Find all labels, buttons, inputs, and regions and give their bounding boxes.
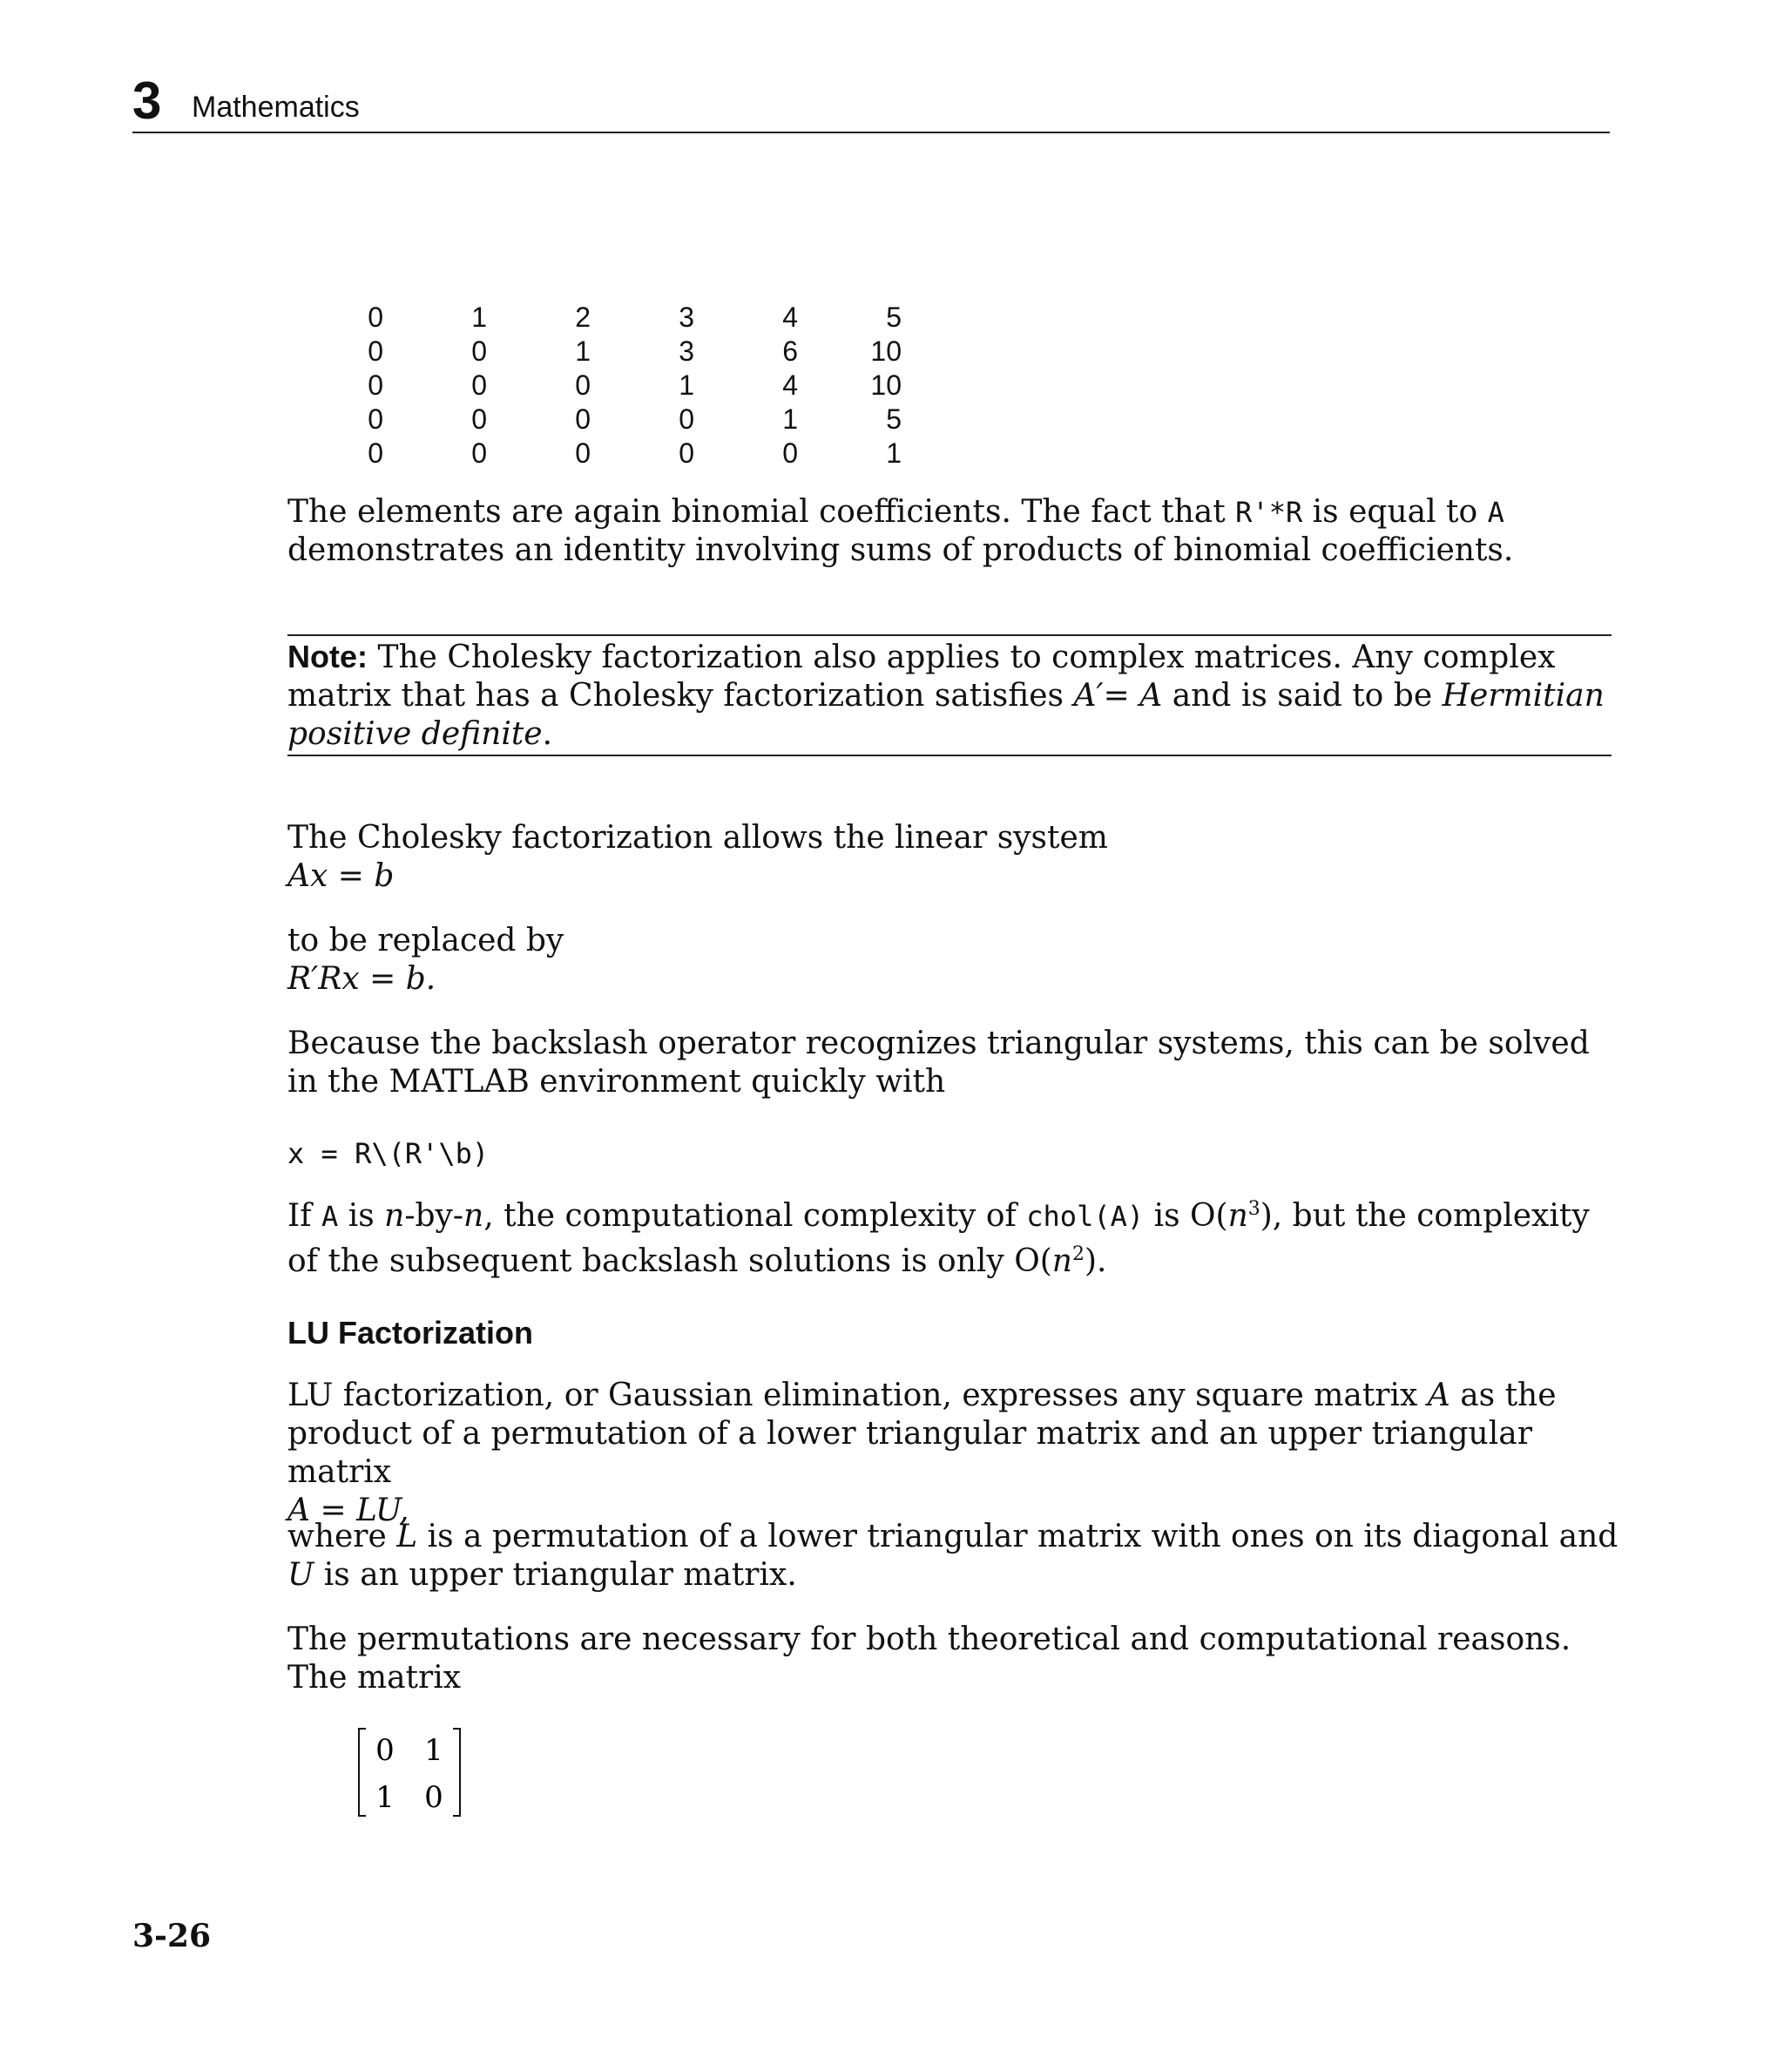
matrix-cell: 4: [782, 301, 798, 333]
matrix-cell: 0: [679, 403, 694, 435]
matrix-row: [357, 301, 902, 335]
matrix-cell: 0: [575, 403, 591, 435]
matrix-entry: 0: [424, 1780, 443, 1815]
matrix-cell: 2: [575, 301, 591, 333]
matrix-cell: 0: [471, 369, 487, 401]
matrix-row: [357, 369, 902, 403]
matrix-cell: 0: [368, 301, 383, 333]
paragraph-where: where L is a permutation of a lower triangular matrix with ones on its diagonal and U is an upper triangular matrix.: [287, 1519, 1618, 1593]
matrix-cell: 0: [471, 437, 487, 469]
equation: Ax = b: [287, 858, 395, 894]
matrix-cell: 0: [368, 335, 383, 367]
chapter-title: Mathematics: [192, 91, 360, 124]
chapter-number: 3: [132, 71, 162, 130]
matrix-entry: 1: [375, 1780, 395, 1815]
paragraph-linear-system: The Cholesky factorization allows the linear system Ax = b: [287, 820, 1108, 894]
matrix-cell: 1: [471, 301, 487, 333]
matrix-cell: 0: [575, 437, 591, 469]
equation: A = LU,: [287, 1493, 409, 1528]
matrix-cell: 1: [782, 403, 798, 435]
right-bracket: [453, 1729, 460, 1816]
matrix-cell: 0: [471, 335, 487, 367]
matrix-cell: 6: [782, 335, 798, 367]
matrix-cell: 0: [368, 403, 383, 435]
paragraph-backslash: Because the backslash operator recognizes triangular systems, this can be solved in the MATLAB environment quickly with: [287, 1026, 1590, 1100]
left-bracket: [359, 1729, 366, 1816]
matrix-row: [357, 335, 902, 369]
matrix-entry: 1: [424, 1733, 443, 1768]
matrix-cell: 5: [886, 301, 902, 333]
matrix-entry: 0: [375, 1733, 395, 1768]
matrix-cell: 0: [782, 437, 798, 469]
matrix-cell: 5: [886, 403, 902, 435]
matrix-cell: 0: [679, 437, 694, 469]
matrix-cell: 1: [886, 437, 902, 469]
matrix-cell: 0: [368, 437, 383, 469]
permutation-matrix: [357, 1725, 462, 1819]
matrix-cell: 1: [575, 335, 591, 367]
matrix-cell: 4: [782, 369, 798, 401]
paragraph-replaced: to be replaced by R′Rx = b.: [287, 923, 564, 997]
code-inline: R'*R: [1235, 496, 1303, 529]
matrix-cell: 3: [679, 301, 694, 333]
matrix-cell: 1: [679, 369, 694, 401]
paragraph-permutations: The permutations are necessary for both theoretical and computational reasons. The matrix: [287, 1622, 1571, 1696]
paragraph-complexity: If A is n-by-n, the computational complexity of chol(A) is $O(n^3)$, but the complexity of the subsequent backslash solutions is only $O(n^2)$.: [287, 1198, 1590, 1279]
matrix-cell: 10: [870, 369, 902, 401]
page-number: 3-26: [132, 1918, 212, 1954]
note-top-rule: [287, 634, 1612, 636]
matrix-cell: 0: [575, 369, 591, 401]
binomial-matrix: [357, 301, 902, 471]
header-rule: [132, 132, 1610, 133]
matrix-row: [357, 437, 902, 471]
paragraph-binomial: The elements are again binomial coefficients. The fact that R'*R is equal to A demonstrates an identity involving sums of products of binomial coefficients.: [287, 494, 1514, 568]
paragraph-lu: LU factorization, or Gaussian elimination, expresses any square matrix A as the product of a permutation of a lower triangular matrix and an upper triangular matrix A = LU,: [287, 1378, 1557, 1528]
matrix-cell: 10: [870, 335, 902, 367]
note-block: Note: The Cholesky factorization also applies to complex matrices. Any complex matrix that has a Cholesky factorization satisfies A′= A and is said to be Hermitian positive definite.: [287, 639, 1605, 752]
section-heading-lu: LU Factorization: [287, 1315, 534, 1351]
note-label: Note:: [287, 639, 368, 674]
note-bottom-rule: [287, 755, 1612, 756]
equation: R′Rx = b.: [287, 961, 436, 997]
code-block: x = R\(R'\b): [287, 1137, 490, 1170]
matrix-cell: 3: [679, 335, 694, 367]
code-inline: A: [1487, 496, 1504, 529]
matrix-cell: 0: [471, 403, 487, 435]
matrix-row: [357, 403, 902, 437]
matrix-cell: 0: [368, 369, 383, 401]
